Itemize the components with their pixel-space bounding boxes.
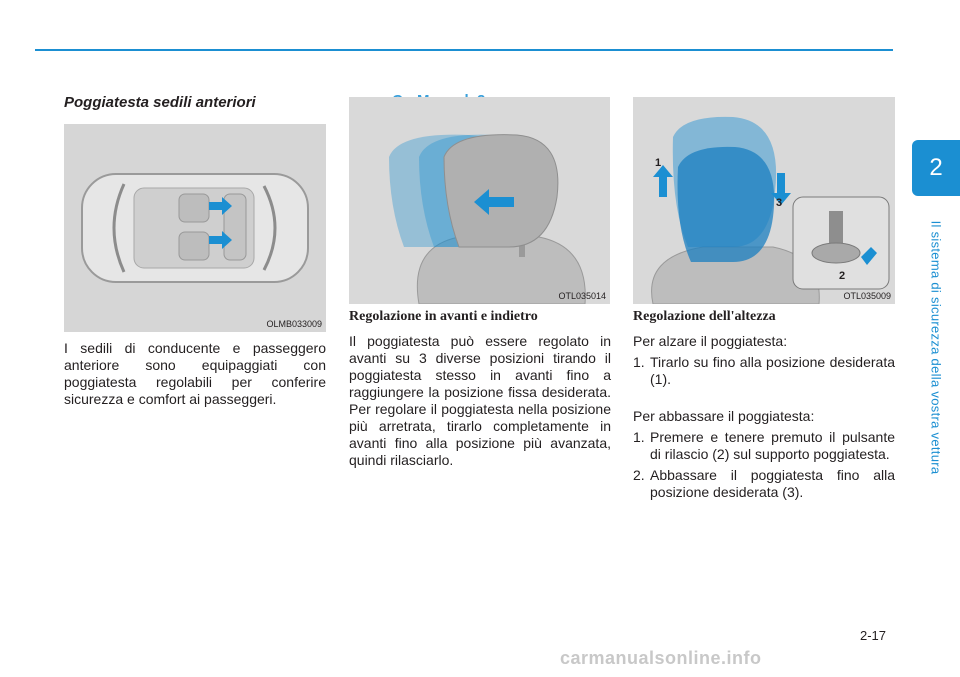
headrest-height-illustration [633,97,895,304]
header-rule [35,49,893,51]
callout-3: 3 [776,197,783,209]
figure-car-topview [64,124,326,332]
callout-2: 2 [839,270,846,282]
chapter-tab [912,140,960,196]
left-body [64,340,326,408]
intro-paragraph: I sedili di conducente e passeggero anteriore sono equipaggiati con poggiatesta regolabili per conferire sicurezza e comfort ai passeggeri. [64,340,326,407]
section-title: Poggiatesta sedili anteriori [64,94,256,111]
figure-code: OLMB033009 [266,319,322,329]
bottom-watermark: carmanualsonline.info [560,648,762,668]
page-number: 2-17 [860,628,887,643]
lower-steps [633,429,895,501]
right-body [633,309,895,505]
raise-steps [633,354,895,388]
list-item: 1. Premere e tenere premuto il pulsante di rilascio (2) sul supporto poggiatesta. [633,429,895,462]
subsection-title-forward: Regolazione in avanti e indietro [349,309,538,324]
lower-intro: Per abbassare il poggiatesta: [633,408,815,424]
car-topview-illustration [64,124,326,332]
callout-1: 1 [655,157,662,169]
list-item: 2. Abbassare il poggiatesta fino alla posizione desiderata (3). [633,467,895,500]
raise-intro: Per alzare il poggiatesta: [633,333,788,349]
figure-code: OTL035009 [843,291,891,301]
chapter-title: Il sistema di sicurezza della vostra vettura [928,220,944,475]
left-column [64,94,326,111]
figure-headrest-forward [349,97,610,304]
figure-headrest-height [633,97,895,304]
subsection-title-height: Regolazione dell'altezza [633,309,776,324]
figure-code: OTL035014 [558,291,606,301]
headrest-forward-illustration [349,97,610,304]
chapter-number: 2 [929,154,943,181]
list-item: 1. Tirarlo su fino alla posizione desiderata (1). [633,354,895,387]
middle-body [349,309,611,469]
forward-paragraph: Il poggiatesta può essere regolato in avanti su 3 diverse posizioni tirando il poggiatesta stesso in avanti fino a raggiungere la posizione fissa desiderata. Per regolare il poggiatesta nella posizione più arretrata, tirarlo completamente in avanti fino alla posizione più avanzata, quindi rilasciarlo. [349,333,611,468]
